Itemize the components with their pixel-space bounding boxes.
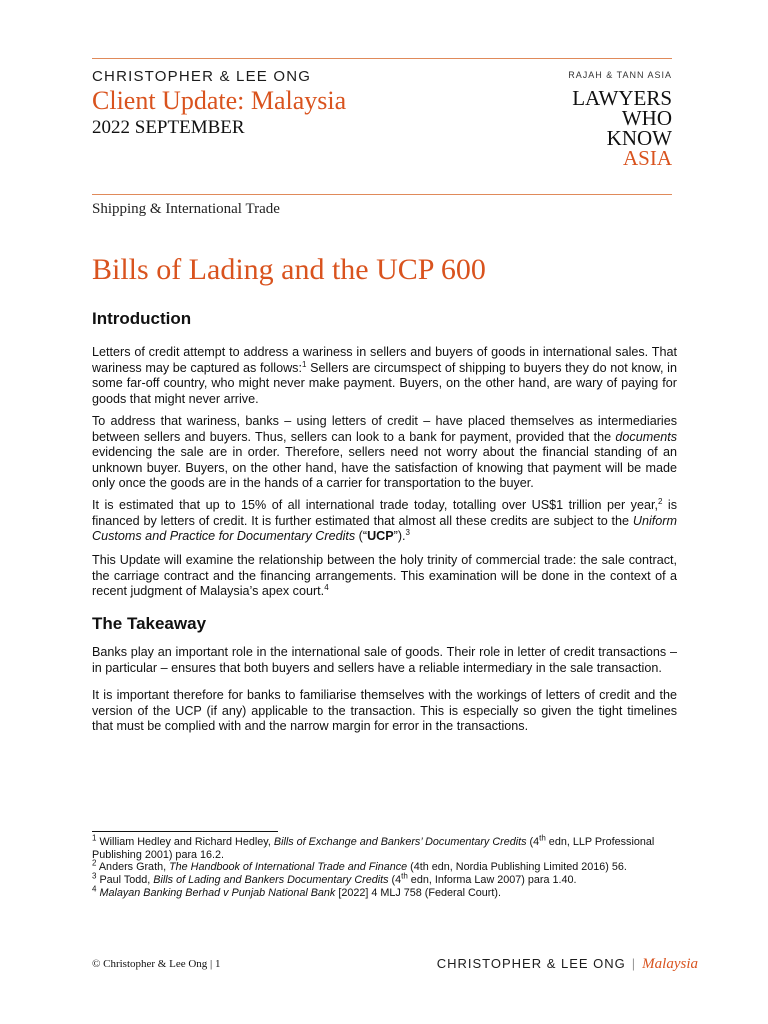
- header-divider: [92, 194, 672, 195]
- client-update-title: Client Update: Malaysia: [92, 86, 347, 115]
- section-heading-takeaway: The Takeaway: [92, 614, 207, 633]
- top-rule: [92, 58, 672, 59]
- footer-separator: |: [631, 956, 637, 971]
- paragraph: To address that wariness, banks – using letters of credit – have placed themselves as intermediaries between sellers and buyers. Thus, sellers can look to a bank for payment, provided that the documents evidencing the sale are in order. Therefore, sellers need not worry about the financial standing of an unknown buyer. Buyers, on the other hand, have the satisfaction of knowing that payment will be made only once the goods are in the hands of a carrier for transportation to the buyer.: [92, 414, 677, 490]
- update-date: 2022 SEPTEMBER: [92, 117, 245, 138]
- paragraph: It is estimated that up to 15% of all international trade today, totalling over US$1 trillion per year,$^2$ is financed by letters of credit. It is further estimated that almost all these credits are subject to the Uniform Customs and Practice for Documentary Credits (“UCP”).$^3$: [92, 496, 678, 543]
- footer-country: Malaysia: [642, 956, 698, 972]
- tagline-word: LAWYERS: [572, 86, 672, 110]
- footnote: $^4$ Malayan Banking Berhad v Punjab National Bank [2022] 4 MLJ 758 (Federal Court).: [92, 884, 501, 899]
- tagline-word: WHO: [621, 106, 672, 130]
- article-title: Bills of Lading and the UCP 600: [92, 253, 486, 286]
- footnote: $^1$ William Hedley and Richard Hedley, Bills of Exchange and Bankers’ Documentary Credits (4th edn, LLP Professional Publishing 2001) para 16.2.: [92, 833, 655, 861]
- footer-firm-name: CHRISTOPHER & LEE ONG: [436, 956, 626, 971]
- footnote: $^2$ Anders Grath, The Handbook of International Trade and Finance (4th edn, Nordia Publishing Limited 2016) 56.: [92, 858, 627, 873]
- paragraph: This Update will examine the relationship between the holy trinity of commercial trade: the sale contract, the carriage contract and the financing arrangements. This examination will be done in the context of a recent judgment of Malaysia’s apex court.$^4$: [92, 553, 677, 598]
- footnote: $^3$ Paul Todd, Bills of Lading and Bankers Documentary Credits (4th edn, Informa Law 2007) para 1.40.: [92, 871, 577, 886]
- network-name: RAJAH & TANN ASIA: [568, 70, 672, 80]
- footer-brand: [437, 956, 698, 973]
- footnote-rule: [92, 831, 278, 832]
- paragraph: It is important therefore for banks to familiarise themselves with the workings of letters of credit and the version of the UCP (if any) applicable to the transaction. This is especially so given the tight timelines that must be complied with and the narrow margin for error in the transactions.: [92, 688, 677, 733]
- tagline-logo: [572, 88, 672, 168]
- paragraph: Letters of credit attempt to address a wariness in sellers and buyers of goods in international sales. That wariness may be captured as follows:$^1$ Sellers are circumspect of shipping to buyers they do not know, in some far-off country, who might never make payment. Buyers, on the other hand, are wary of paying for goods that might never arrive.: [92, 345, 677, 406]
- paragraph: Banks play an important role in the international sale of goods. Their role in letter of credit transactions – in particular – ensures that both buyers and sellers have a reliable intermediary in the sale transaction.: [92, 645, 677, 675]
- firm-name: CHRISTOPHER & LEE ONG: [92, 68, 312, 85]
- section-heading-introduction: Introduction: [92, 309, 192, 328]
- practice-area: Shipping & International Trade: [92, 201, 280, 217]
- footer-copyright: © Christopher & Lee Ong | 1: [92, 958, 221, 970]
- tagline-word-accent: ASIA: [622, 146, 672, 170]
- tagline-word: KNOW: [606, 126, 672, 150]
